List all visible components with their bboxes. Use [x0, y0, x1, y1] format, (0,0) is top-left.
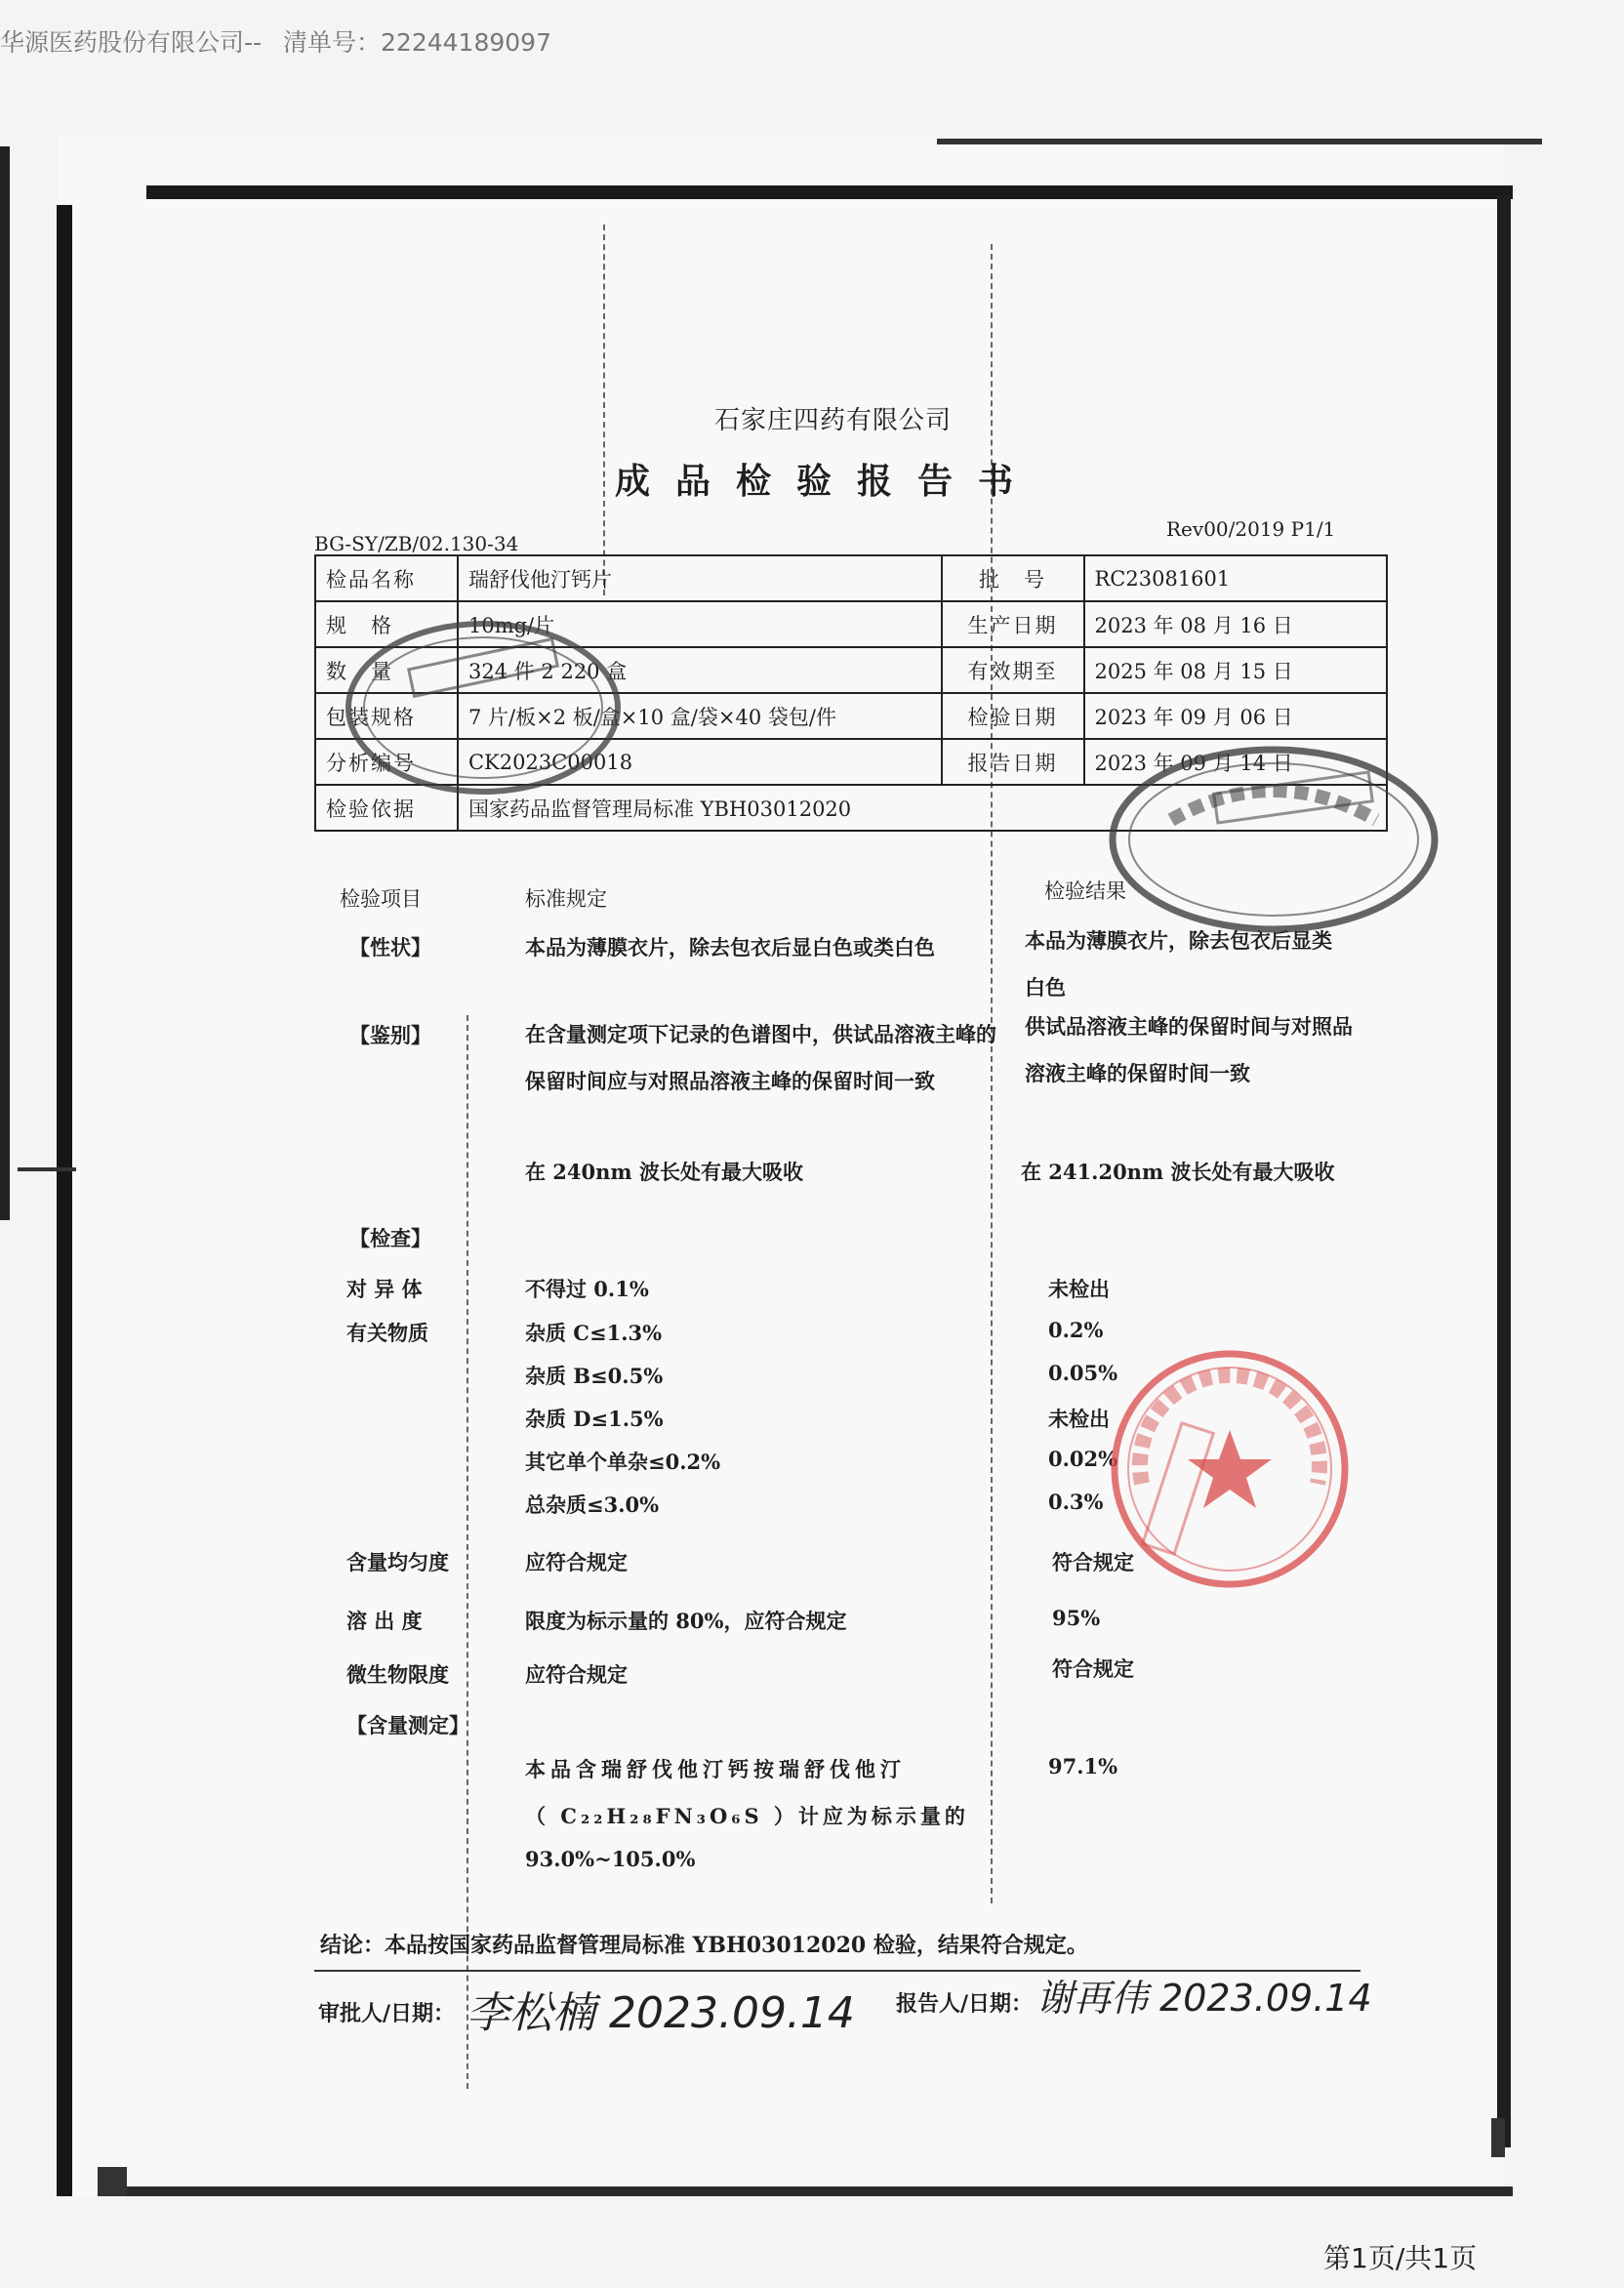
- packing-label: 包装规格: [315, 693, 458, 739]
- microbial-result: 符合规定: [1052, 1656, 1134, 1681]
- appearance-result: 本品为薄膜衣片，除去包衣后显类白色: [1025, 928, 1332, 1000]
- uniformity-result: 符合规定: [1052, 1550, 1134, 1574]
- identify-label: 【鉴别】: [349, 1023, 431, 1047]
- impurity-single-result: 0.02%: [1048, 1447, 1118, 1471]
- microbial-standard: 应符合规定: [525, 1662, 628, 1687]
- spec-value: 10mg/片: [458, 601, 942, 647]
- document-title: 成品检验报告书: [615, 461, 1039, 502]
- identify-result-1: 供试品溶液主峰的保留时间与对照品溶液主峰的保留时间一致: [1025, 1014, 1353, 1085]
- scan-speck: [98, 2167, 127, 2196]
- uniformity-standard: 应符合规定: [525, 1550, 628, 1574]
- dissolution-label: 溶 出 度: [346, 1609, 423, 1633]
- scan-edge-left: [57, 205, 72, 2196]
- scan-edge-bottom: [107, 2186, 1513, 2196]
- appearance-standard: 本品为薄膜衣片，除去包衣后显白色或类白色: [525, 935, 935, 960]
- isomer-result: 未检出: [1048, 1277, 1110, 1301]
- company-seal-stamp: [1103, 742, 1444, 937]
- product-name: 瑞舒伐他汀钙片: [458, 555, 942, 601]
- uniformity-label: 含量均匀度: [346, 1550, 449, 1574]
- assay-result: 97.1%: [1048, 1754, 1118, 1778]
- assay-standard-line3: 93.0%~105.0%: [525, 1847, 696, 1871]
- impurity-b-standard: 杂质 B≤0.5%: [525, 1364, 664, 1388]
- banner-list-number: 22244189097: [381, 28, 551, 57]
- col-header-item: 检验项目: [340, 887, 422, 911]
- col-header-result: 检验结果: [1044, 879, 1126, 903]
- impurity-d-result: 未检出: [1048, 1407, 1110, 1431]
- isomer-standard: 不得过 0.1%: [525, 1277, 649, 1301]
- mfg-date: 2023 年 08 月 16 日: [1084, 601, 1388, 647]
- identify-result-2: 在 241.20nm 波长处有最大吸收: [1021, 1160, 1335, 1184]
- page-indicator: 第1页/共1页: [1323, 2242, 1478, 2274]
- conclusion: 结论：本品按国家药品监督管理局标准 YBH03012020 检验，结果符合规定。: [320, 1933, 1088, 1958]
- assay-standard-line2: （ C₂₂H₂₈FN₃O₆S ）计应为标示量的: [525, 1804, 969, 1828]
- reporter-signature: 谢再伟 2023.09.14: [1036, 1977, 1372, 2020]
- col-header-standard: 标准规定: [525, 887, 607, 911]
- impurity-c-standard: 杂质 C≤1.3%: [525, 1321, 663, 1345]
- expiry-date: 2025 年 08 月 15 日: [1084, 647, 1388, 693]
- impurity-total-result: 0.3%: [1048, 1490, 1104, 1514]
- basis-value: 国家药品监督管理局标准 YBH03012020: [458, 785, 1387, 831]
- impurity-c-result: 0.2%: [1048, 1318, 1104, 1342]
- quantity-value: 324 件 2 220 盒: [458, 647, 942, 693]
- identify-standard-2: 在 240nm 波长处有最大吸收: [525, 1160, 803, 1184]
- scan-speck: [18, 1167, 76, 1171]
- document-revision: Rev00/2019 P1/1: [1166, 517, 1336, 541]
- spec-label: 规 格: [315, 601, 458, 647]
- banner-company: 华源医药股份有限公司--: [0, 28, 263, 57]
- related-substances-label: 有关物质: [346, 1321, 428, 1345]
- scan-edge-top: [146, 185, 1513, 199]
- assay-standard-line1: 本品含瑞舒伐他汀钙按瑞舒伐他汀: [525, 1757, 906, 1781]
- batch-number: RC23081601: [1084, 555, 1388, 601]
- product-name-label: 检品名称: [315, 555, 458, 601]
- reporter-label: 报告人/日期：: [896, 1991, 1034, 2017]
- identify-standard-1: 在含量测定项下记录的色谱图中，供试品溶液主峰的保留时间应与对照品溶液主峰的保留时间一致: [525, 1022, 996, 1093]
- top-banner: [0, 23, 565, 59]
- document-code: BG-SY/ZB/02.130-34: [314, 532, 519, 555]
- approver-label: 审批人/日期：: [318, 2001, 456, 2026]
- table-row: [315, 555, 1387, 601]
- approver-signature: 李松楠 2023.09.14: [467, 1988, 855, 2038]
- analysis-number: CK2023C00018: [458, 739, 942, 785]
- test-date-label: 检验日期: [942, 693, 1084, 739]
- appearance-label: 【性状】: [349, 935, 431, 960]
- impurity-d-standard: 杂质 D≤1.5%: [525, 1407, 664, 1431]
- analysis-label: 分析编号: [315, 739, 458, 785]
- fold-line: [467, 1015, 468, 2089]
- red-seal-stamp: [1103, 1337, 1357, 1601]
- batch-label: 批 号: [942, 555, 1084, 601]
- microbial-label: 微生物限度: [346, 1662, 449, 1687]
- packing-value: 7 片/板×2 板/盒×10 盒/袋×40 袋包/件: [458, 693, 942, 739]
- quantity-label: 数 量: [315, 647, 458, 693]
- impurity-total-standard: 总杂质≤3.0%: [525, 1492, 660, 1517]
- basis-label: 检验依据: [315, 785, 458, 831]
- test-date: 2023 年 09 月 06 日: [1084, 693, 1388, 739]
- impurity-b-result: 0.05%: [1048, 1361, 1118, 1385]
- scan-edge-top-right: [937, 139, 1542, 144]
- mfg-date-label: 生产日期: [942, 601, 1084, 647]
- dissolution-standard: 限度为标示量的 80%，应符合规定: [525, 1609, 847, 1633]
- banner-list-label: 清单号：: [283, 28, 382, 57]
- report-date-label: 报告日期: [942, 739, 1084, 785]
- dissolution-result: 95%: [1052, 1606, 1101, 1630]
- fold-line: [603, 225, 605, 595]
- check-label: 【检查】: [349, 1226, 431, 1250]
- expiry-label: 有效期至: [942, 647, 1084, 693]
- qc-seal-stamp: [342, 615, 625, 800]
- document-company: 石家庄四药有限公司: [714, 406, 953, 435]
- scan-edge-right: [1497, 195, 1511, 2147]
- scan-speck: [1491, 2118, 1505, 2157]
- scan-edge-far-left: [0, 146, 10, 1220]
- isomer-label: 对 异 体: [346, 1277, 423, 1301]
- assay-label: 【含量测定】: [346, 1713, 469, 1737]
- impurity-single-standard: 其它单个单杂≤0.2%: [525, 1450, 721, 1474]
- report-date: 2023 年 09 月 14 日: [1084, 739, 1388, 785]
